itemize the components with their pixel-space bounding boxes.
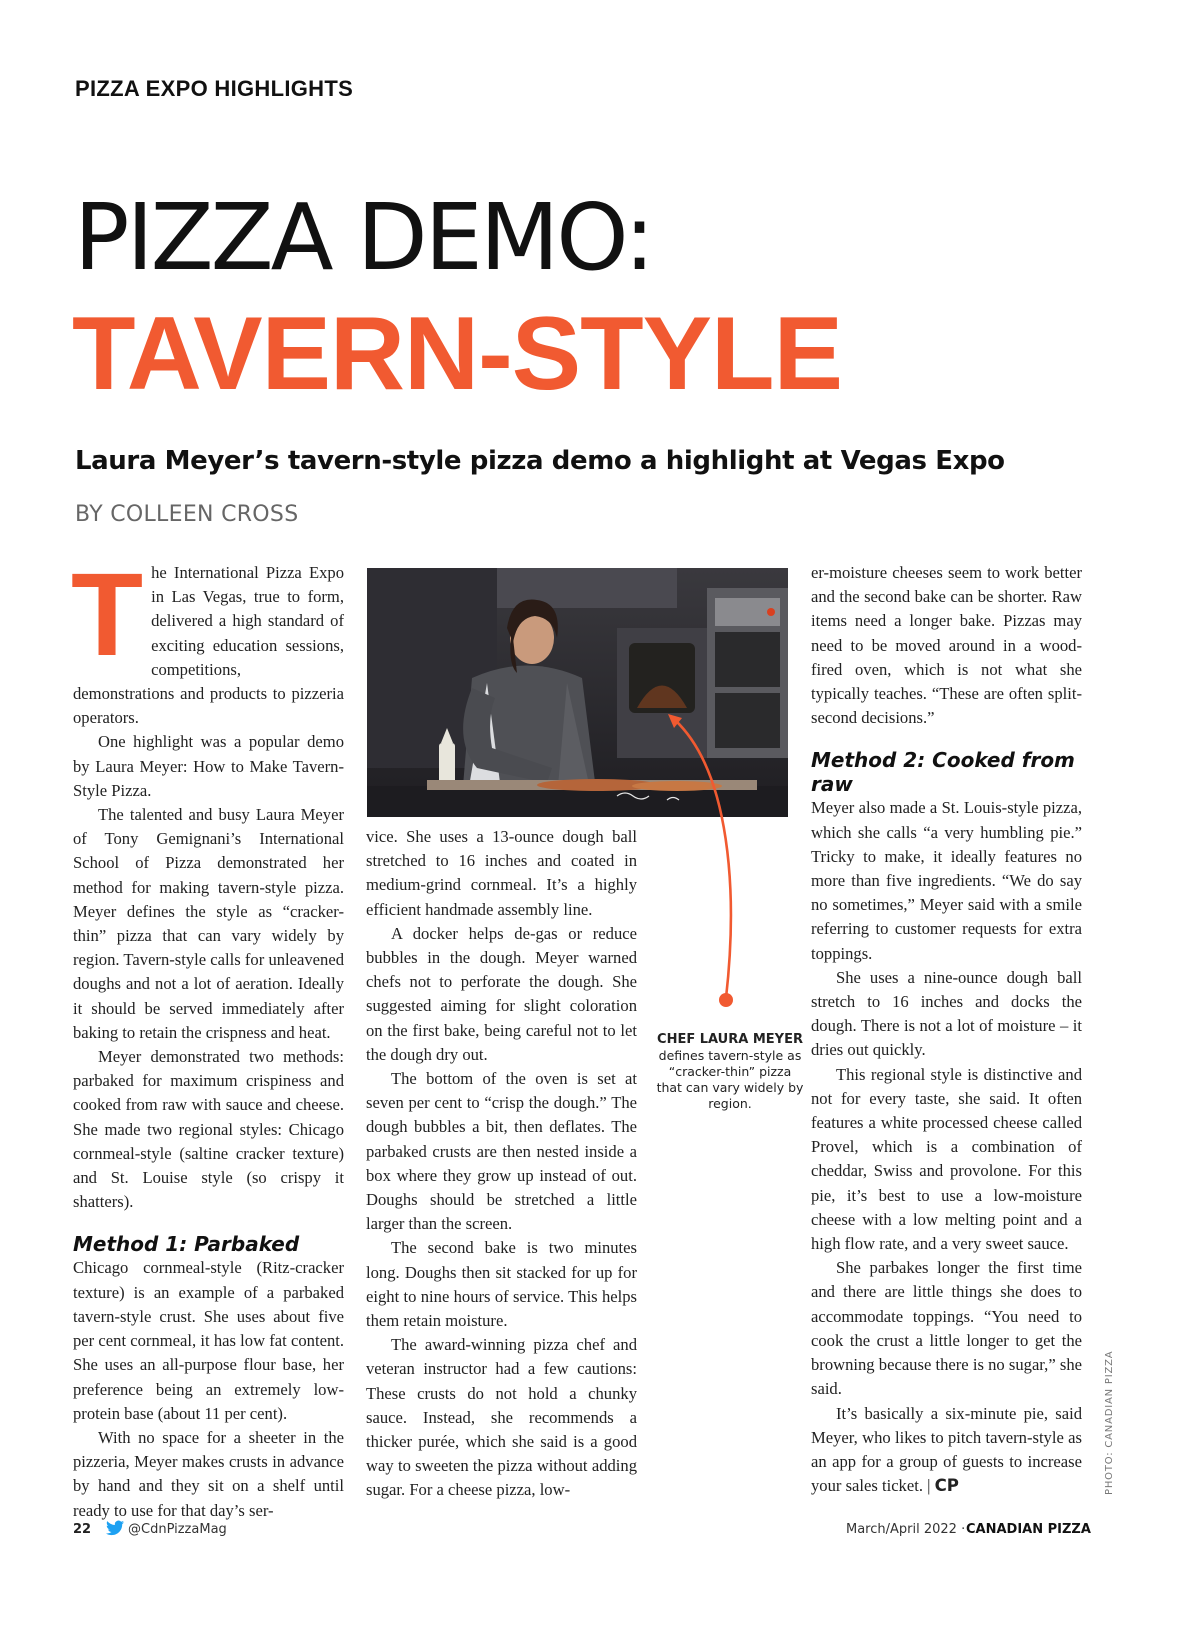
headline-line-2: TAVERN-STYLE [72, 296, 842, 412]
callout-arrow [660, 712, 740, 1012]
paragraph: It’s basically a six-minute pie, said Meyer, who likes to pitch tavern-style as an app for a group of guests to increase your sales ticket. | CP [811, 1403, 1082, 1496]
section-label: PIZZA EXPO HIGHLIGHTS [75, 76, 354, 101]
paragraph: The award-winning pizza chef and veteran instructor had a few cautions: These crusts do not hold a chunky sauce. Instead, she recommends a thicker purée, which she said is a good way to sweeten the pizza without adding sugar. For a cheese pizza, low- [366, 1335, 637, 1500]
paragraph: She parbakes longer the first time and there are little things she does to accommodate toppings. “You need to cook the crust a little longer to get the browning because there is no sugar,” she said. [811, 1258, 1082, 1399]
drop-cap: T [71, 549, 144, 681]
photo-caption [655, 1032, 805, 1112]
photo-credit: PHOTO: CANADIAN PIZZA [1104, 1350, 1115, 1495]
paragraph: With no space for a sheeter in the pizzeria, Meyer makes crusts in advance by hand and they sit on a shelf until ready to use for that day’s ser- [73, 1427, 344, 1520]
paragraph: This regional style is distinctive and not for every taste, she said. It often features a white processed cheese called Provel, which is a combination of cheddar, Swiss and provolone. For this pie, it’s best to use a low-moisture cheese with a low melting point and a high flow rate, and a very sweet sauce. [811, 1064, 1082, 1254]
article-column-2 [366, 825, 637, 1503]
paragraph: vice. She uses a 13-ounce dough ball stretched to 16 inches and coated in medium-grind cornmeal. It’s a highly efficient handmade assembly line. [366, 827, 637, 919]
paragraph: The International Pizza Expo in Las Vegas, true to form, delivered a high standard of exciting education sessions, competitions, demonstrations and products to pizzeria operators. [71, 549, 344, 728]
caption-title: CHEF LAURA MEYER [657, 1032, 803, 1047]
paragraph: The talented and busy Laura Meyer of Tony Gemignani’s International School of Pizza demonstrated her method for making tavern-style pizza. Meyer defines the style as “cracker-thin” pizza that can vary widely by region. Tavern-style calls for unleavened doughs and not a lot of aeration. Ideally it should be served immediately after baking to retain the crispness and heat. [73, 805, 344, 1042]
subtitle: Laura Meyer’s tavern-style pizza demo a highlight at Vegas Expo [75, 446, 1005, 476]
article-column-1 [71, 549, 344, 1523]
section-heading-method-1: Method 1: Parbaked [73, 1232, 300, 1257]
headline-line-1: PIZZA DEMO: [74, 184, 652, 291]
magazine-name: CANADIAN PIZZA [966, 1522, 1091, 1537]
paragraph: The bottom of the oven is set at seven per cent to “crisp the dough.” The dough bubbles a bit, then deflates. The parbaked crusts are then nested inside a box where they grow up instead of out. Doughs should be stretched a little larger than the screen. [366, 1069, 637, 1234]
paragraph: er-moisture cheeses seem to work better and the second bake can be shorter. Raw items need a longer bake. Pizzas may need to be moved around in a wood-fired oven, which is not what she typically teaches. “These are often split-second decisions.” [811, 563, 1082, 728]
caption-text: defines tavern-style as “cracker-thin” pizza that can vary widely by region. [656, 1048, 804, 1111]
section-heading-method-2: Method 2: Cooked from raw [811, 748, 1075, 797]
byline: BY COLLEEN CROSS [75, 502, 299, 527]
paragraph: One highlight was a popular demo by Laura Meyer: How to Make Tavern-Style Pizza. [73, 732, 344, 800]
article-column-3 [811, 561, 1082, 1498]
paragraph: Meyer demonstrated two methods: parbaked for maximum crispiness and cooked from raw with sauce and cheese. She made two regional styles: Chicago cornmeal-style (saltine cracker texture) and St. Louise style (so crispy it shatters). [73, 1047, 344, 1212]
page-number: 22 [73, 1522, 92, 1537]
issue-date: March/April 2022 · [846, 1522, 966, 1537]
paragraph: The second bake is two minutes long. Doughs then sit stacked for up for eight to nine hours of service. This helps them retain moisture. [366, 1238, 637, 1331]
paragraph: She uses a nine-ounce dough ball stretch to 16 inches and docks the dough. There is not a lot of moisture – it dries out quickly. [811, 967, 1082, 1060]
twitter-icon [106, 1520, 124, 1540]
paragraph: A docker helps de-gas or reduce bubbles in the dough. Meyer warned chefs not to perforate the dough. She suggested aiming for slight coloration on the first bake, being careful not to let the dough dry out. [366, 923, 637, 1064]
paragraph: Chicago cornmeal-style (Ritz-cracker texture) is an example of a parbaked tavern-style crust. She uses about five per cent cornmeal, it has low fat content. She uses an all-purpose flour base, her preference being an extremely low-protein base (about 11 per cent). [73, 1258, 344, 1423]
end-sign: CP [934, 1476, 959, 1496]
twitter-handle: @CdnPizzaMag [128, 1522, 227, 1537]
paragraph: Meyer also made a St. Louis-style pizza, which she calls “a very humbling pie.” Tricky to make, it ideally features no more than five ingredients. “We do say no sometimes,” Meyer said with a smile referring to customer requests for extra toppings. [811, 798, 1082, 963]
